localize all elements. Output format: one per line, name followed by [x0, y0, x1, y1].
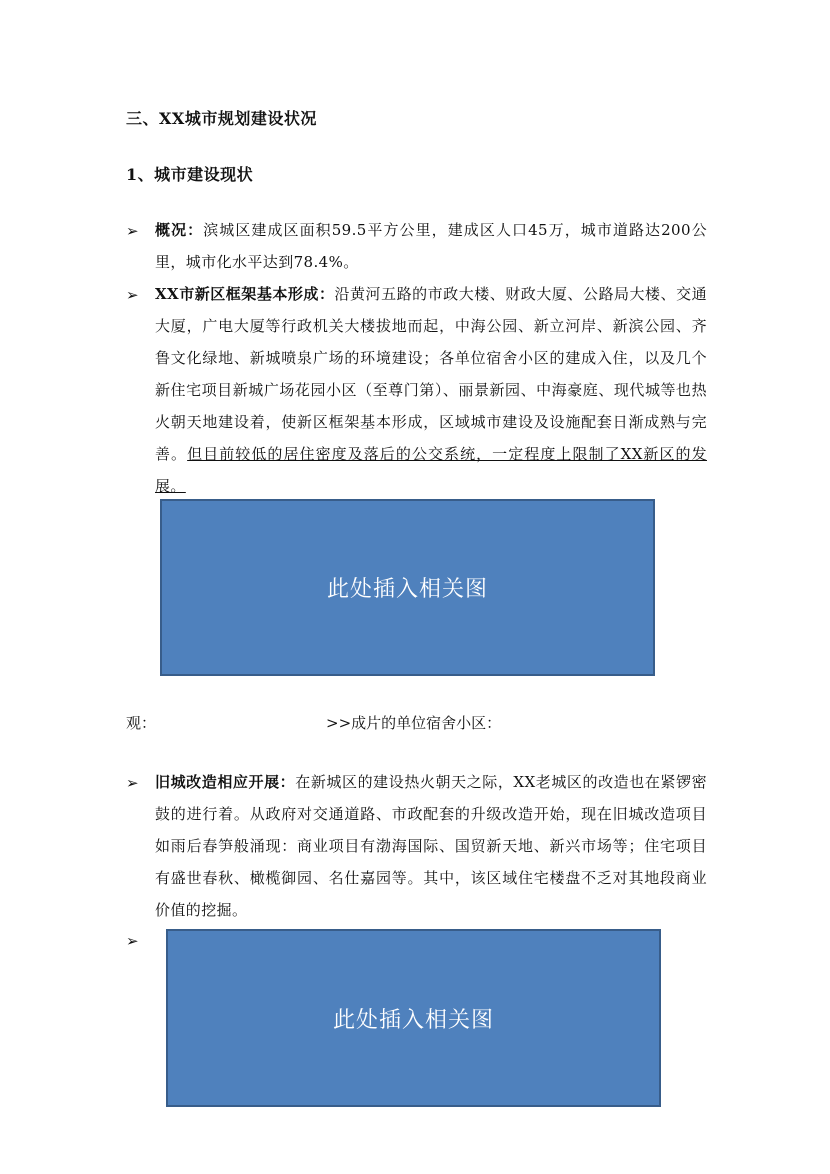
- bullet-arrow-icon: ➢: [126, 774, 139, 792]
- image-placeholder-1: [160, 499, 655, 676]
- new-district-text: 沿黄河五路的市政大楼、财政大厦、公路局大楼、交通大厦，广电大厦等行政机关大楼拔地而起，中海公园、新立河岸、新滨公园、齐鲁文化绿地、新城喷泉广场的环境建设；各单位宿舍小区的建成入住，以及几个新住宅项目新城广场花园小区（至尊门第）、丽景新园、中海豪庭、现代城等也热火朝天地建设着，使新区框架基本形成，区域城市建设及设施配套日渐成熟与完善。: [155, 285, 708, 463]
- new-district-paragraph: [155, 278, 707, 502]
- new-district-underlined-text: 但目前较低的居住密度及落后的公交系统，一定程度上限制了XX新区的发展。: [155, 445, 707, 495]
- bullet-arrow-icon: ➢: [126, 932, 139, 950]
- old-city-label: 旧城改造相应开展：: [155, 773, 296, 791]
- overview-paragraph: [155, 214, 707, 278]
- section-title: 三、XX城市规划建设状况: [126, 109, 317, 128]
- bullet-arrow-icon: ➢: [126, 222, 139, 240]
- caption-left: 观：: [126, 714, 157, 732]
- image-placeholder-label: 此处插入相关图: [332, 1007, 494, 1033]
- subsection-title: 1、城市建设现状: [126, 165, 254, 184]
- new-district-label: XX市新区框架基本形成：: [155, 285, 335, 303]
- image-placeholder-2: [166, 929, 661, 1107]
- overview-label: 概况：: [155, 221, 204, 239]
- bullet-arrow-icon: ➢: [126, 286, 139, 304]
- overview-text: 滨城区建成区面积59.5平方公里，建成区人口45万，城市道路达200公里，城市化水平达到78.4%。: [155, 221, 707, 271]
- old-city-text: 在新城区的建设热火朝天之际，XX老城区的改造也在紧锣密鼓的进行着。从政府对交通道路、市政配套的升级改造开始，现在旧城改造项目如雨后春笋般涌现：商业项目有渤海国际、国贸新天地、新兴市场等；住宅项目有盛世春秋、橄榄御园、名仕嘉园等。其中，该区域住宅楼盘不乏对其地段商业价值的挖掘。: [155, 773, 707, 919]
- image-placeholder-label: 此处插入相关图: [326, 577, 488, 602]
- caption-right: >>成片的单位宿舍小区：: [326, 714, 502, 732]
- old-city-paragraph: [155, 766, 707, 926]
